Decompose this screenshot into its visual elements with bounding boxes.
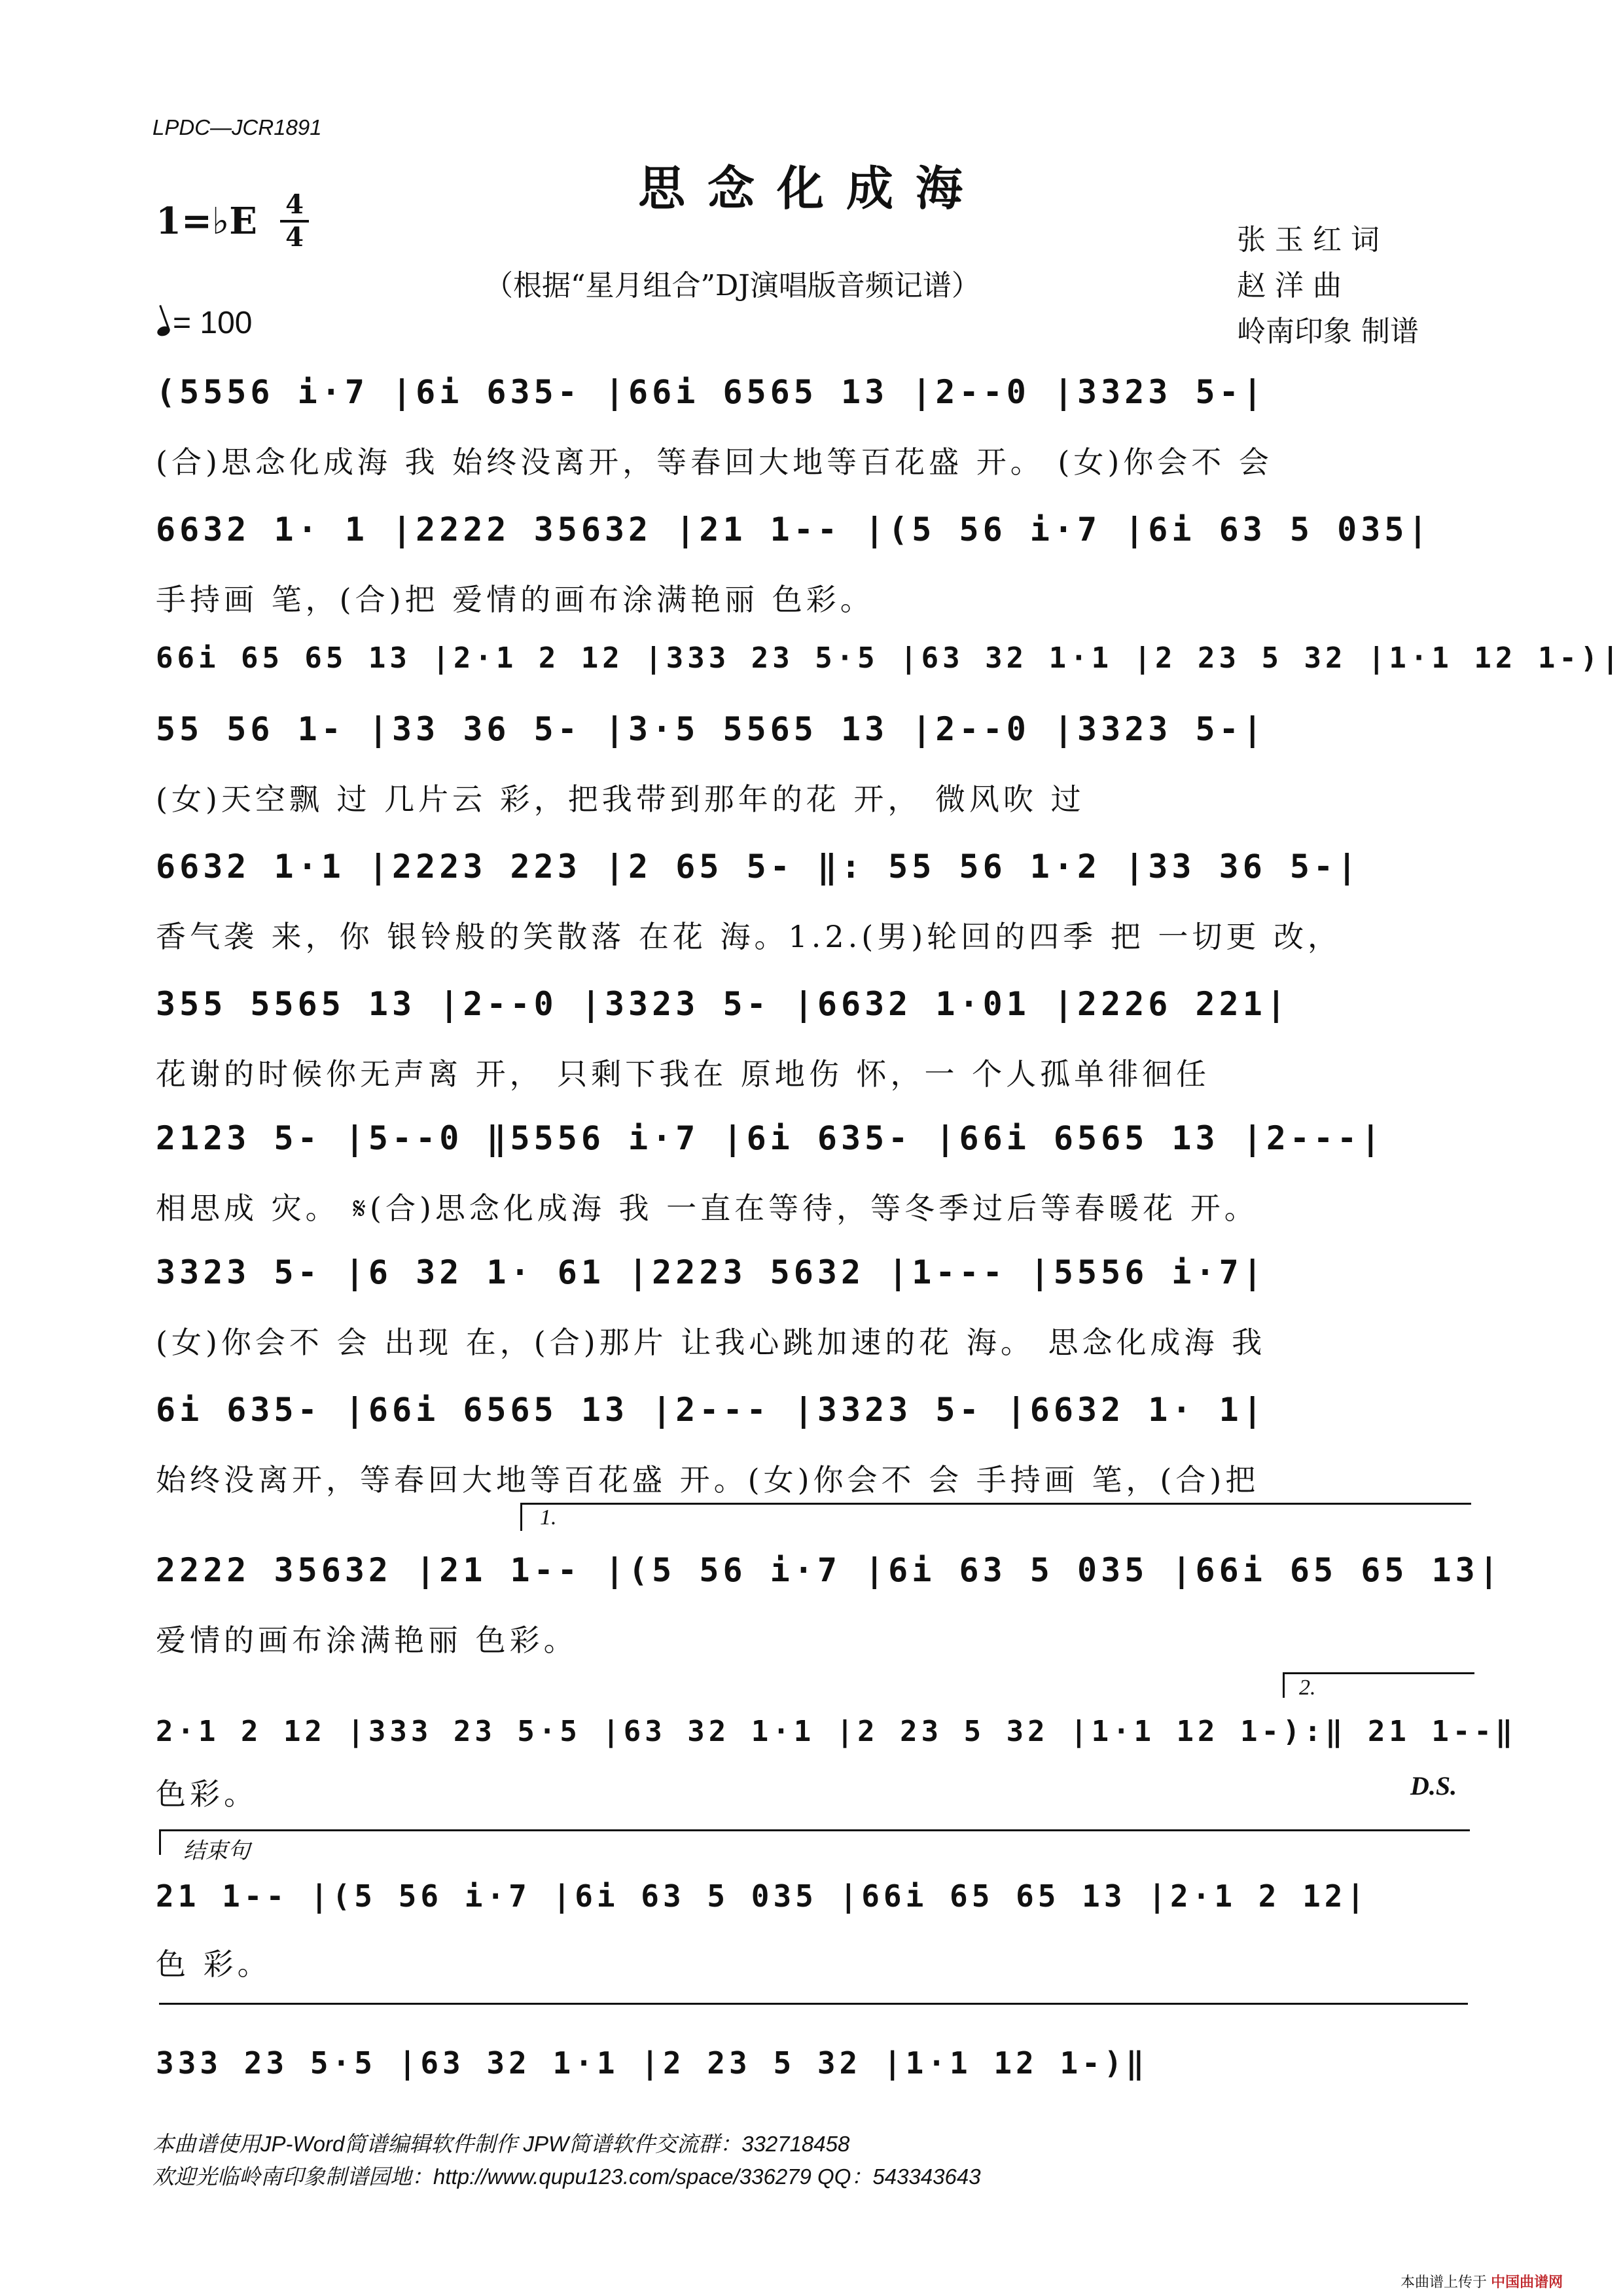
quarter-note-icon: [156, 325, 171, 338]
score-notes-line: 2123 5- |5--0 ‖5556 i·7 |6i 635- |66i 6565 13 |2---|: [156, 1119, 1385, 1157]
first-ending-bracket: [520, 1503, 1471, 1531]
score-notes-line: 6632 1· 1 |2222 35632 |21 1-- |(5 56 i·7 |6i 63 5 035|: [156, 511, 1432, 548]
score-lyrics-line: 始终没离开，等春回大地等百花盛 开。(女)你会不 会 手持画 笔，(合)把: [156, 1462, 1260, 1498]
coda-label: 结束句: [183, 1839, 250, 1863]
final-system-line: [159, 2003, 1468, 2006]
score-notes-line: (5556 i·7 |6i 635- |66i 6565 13 |2--0 |3323 5-|: [156, 373, 1266, 411]
score-code: LPDC—JCR1891: [152, 115, 322, 139]
score-lyrics-line: 色彩。: [156, 1776, 258, 1812]
upload-source-label: 本曲谱上传于: [1400, 2274, 1488, 2290]
score-lyrics-line: 相思成 灾。 𝄋(合)思念化成海 我 一直在等待，等冬季过后等春暖花 开。: [156, 1191, 1258, 1226]
score-lyrics-line: 香气袭 来，你 银铃般的笑散落 在花 海。1.2.(男)轮回的四季 把 一切更 改，: [156, 919, 1342, 954]
score-notes-line: 55 56 1- |33 36 5- |3·5 5565 13 |2--0 |3323 5-|: [156, 710, 1266, 748]
page-title: 思念化成海: [637, 160, 985, 216]
score-notes-line: 2·1 2 12 |333 23 5·5 |63 32 1·1 |2 23 5 32 |1·1 12 1-):‖ 21 1--‖: [156, 1715, 1517, 1748]
time-signature: [280, 189, 309, 253]
tempo-value: = 100: [173, 306, 253, 340]
score-notes-line: 6i 635- |66i 6565 13 |2--- |3323 5- |6632 1· 1|: [156, 1391, 1266, 1429]
key-signature: 1=♭E: [156, 200, 257, 243]
meter-bottom: 4: [285, 222, 304, 253]
score-notes-line: 333 23 5·5 |63 32 1·1 |2 23 5 32 |1·1 12 1-)‖: [156, 2045, 1149, 2081]
score-lyrics-line: 色 彩。: [156, 1946, 272, 1982]
score-lyrics-line: 爱情的画布涂满艳丽 色彩。: [156, 1623, 578, 1658]
coda-bracket: [159, 1829, 1470, 1855]
site-logo: 中国曲谱网: [1491, 2274, 1563, 2290]
subtitle: （根据“星月组合”DJ演唱版音频记谱）: [484, 269, 980, 302]
score-notes-line: 3323 5- |6 32 1· 61 |2223 5632 |1--- |5556 i·7|: [156, 1253, 1266, 1291]
score-lyrics-line: 花谢的时候你无声离 开， 只剩下我在 原地伤 怀，一 个人孤单徘徊任: [156, 1056, 1211, 1092]
tempo-marking: [157, 305, 252, 341]
score-notes-line: 6632 1·1 |2223 223 |2 65 5- ‖: 55 56 1·2 |33 36 5-|: [156, 848, 1361, 886]
first-ending-label: 1.: [540, 1505, 557, 1530]
score-notes-line: 21 1-- |(5 56 i·7 |6i 63 5 035 |66i 65 65 13 |2·1 2 12|: [156, 1878, 1369, 1914]
score-notes-line: 2222 35632 |21 1-- |(5 56 i·7 |6i 63 5 035 |66i 65 65 13|: [156, 1551, 1503, 1589]
composer-credit: 赵 洋 曲: [1237, 269, 1342, 302]
score-lyrics-line: 手持画 笔，(合)把 爱情的画布涂满艳丽 色彩。: [156, 582, 874, 617]
meter-top: 4: [285, 189, 304, 220]
score-lyrics-line: (女)天空飘 过 几片云 彩，把我带到那年的花 开， 微风吹 过: [156, 781, 1085, 817]
upload-source: [1400, 2271, 1563, 2291]
dal-segno-mark: D.S.: [1410, 1771, 1457, 1801]
score-notes-line: 66i 65 65 13 |2·1 2 12 |333 23 5·5 |63 32 1·1 |2 23 5 32 |1·1 12 1-)|: [156, 641, 1623, 675]
arranger-credit: 岭南印象 制谱: [1237, 315, 1419, 348]
score-lyrics-line: (女)你会不 会 出现 在，(合)那片 让我心跳加速的花 海。 思念化成海 我: [156, 1325, 1266, 1360]
lyricist-credit: 张 玉 红 词: [1237, 223, 1380, 257]
score-notes-line: 355 5565 13 |2--0 |3323 5- |6632 1·01 |2226 221|: [156, 985, 1290, 1023]
footer-software-note: 本曲谱使用JP-Word简谱编辑软件制作 JPW简谱软件交流群：332718458: [152, 2132, 850, 2156]
footer-website-note: 欢迎光临岭南印象制谱园地：http://www.qupu123.com/space/336279 QQ：543343643: [152, 2164, 981, 2189]
second-ending-label: 2.: [1299, 1676, 1316, 1700]
score-lyrics-line: (合)思念化成海 我 始终没离开，等春回大地等百花盛 开。 (女)你会不 会: [156, 444, 1273, 480]
